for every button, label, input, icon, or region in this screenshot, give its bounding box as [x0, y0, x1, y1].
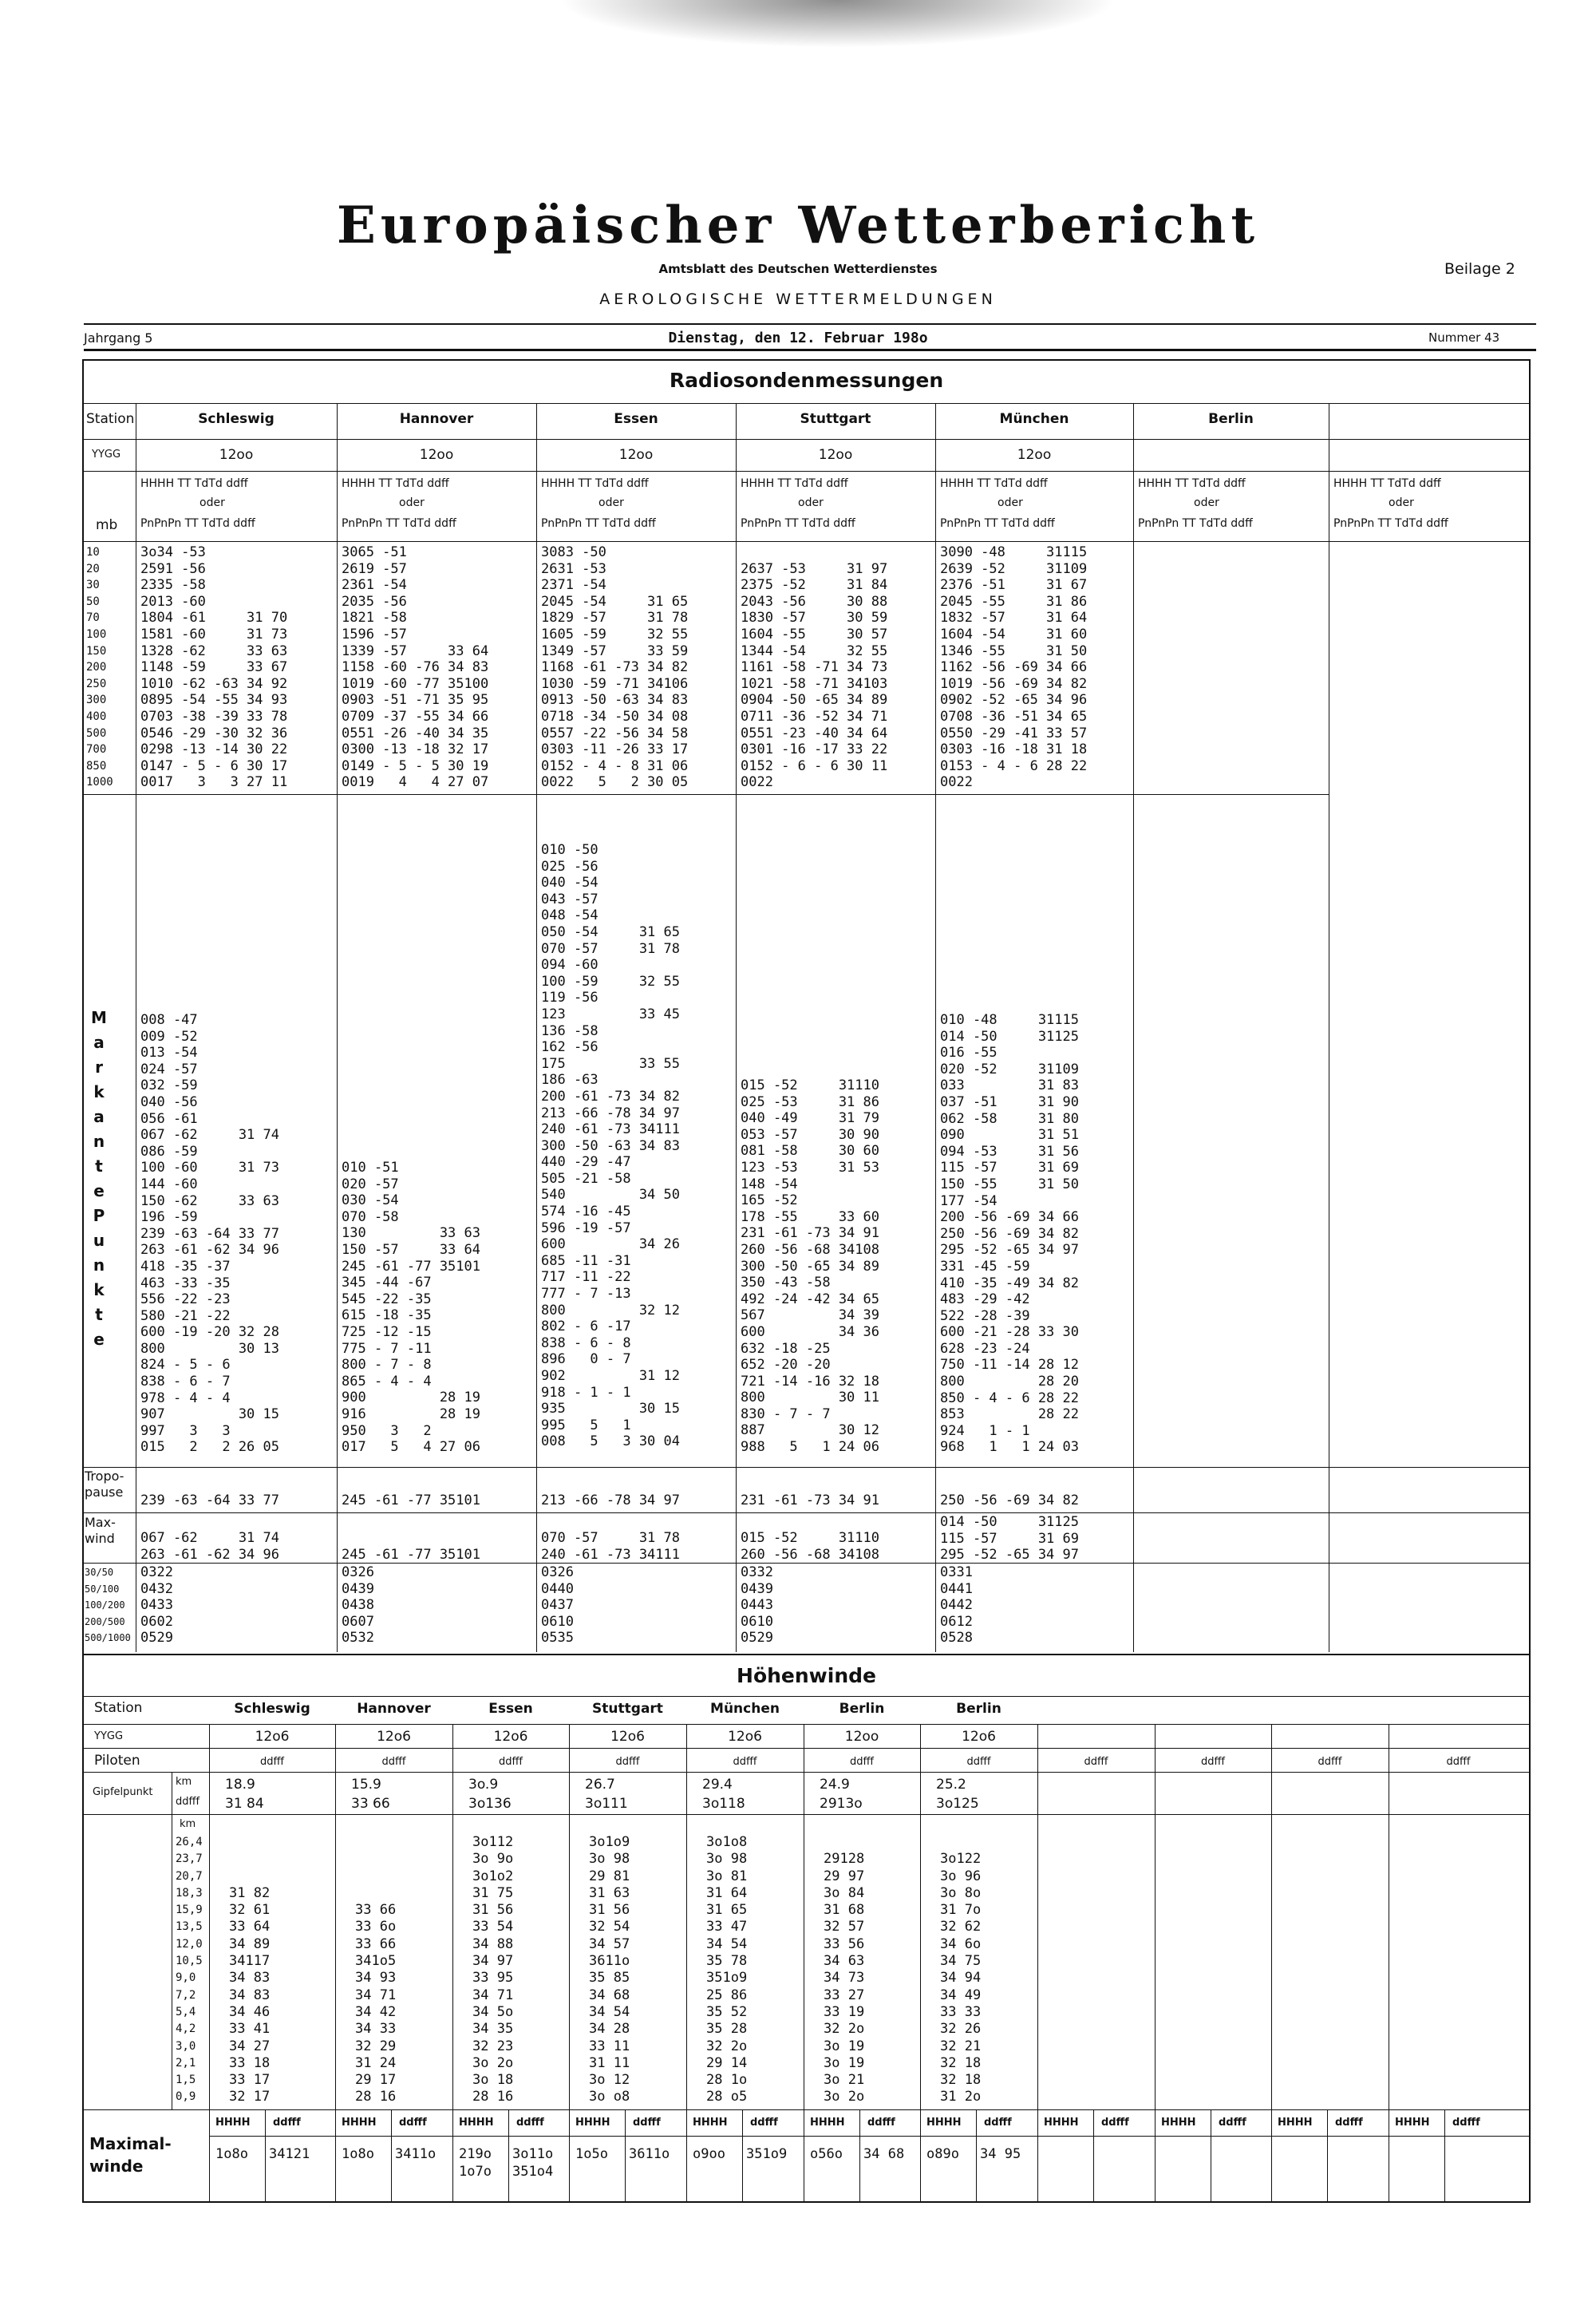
rs-rule-std-end [82, 794, 1329, 795]
hw-rule-station [82, 1724, 1531, 1725]
hw-rule-heights-end [82, 2109, 1531, 2110]
hw-piloten-ddfff: ddfff [849, 1756, 875, 1768]
hw-gipfel-ddfff: 3o118 [702, 1796, 745, 1812]
rs-std-hannover: 3065 -51 2619 -57 2361 -54 2035 -56 1821 -58 1596 -57 1339 -57 33 64 1158 -60 -76 34 83 1019 -60 -77 35100 0903 -51 -71 35 95 0709 -37 -55 34 66 0551 -26 -40 34 35 0300 -13 -18 32 17 0149 - 5 - 5 30 19 0019 4 4 27 07 [342, 544, 489, 791]
hw-max-split [391, 2109, 392, 2203]
rs-colhdr-bot-5: PnPnPn TT TdTd ddff [940, 517, 1055, 530]
rs-std-schleswig: 3o34 -53 2591 -56 2335 -58 2013 -60 1804 -61 31 70 1581 -60 31 73 1328 -62 33 63 1148 -59 33 67 1010 -62 -63 34 92 0895 -54 -55 34 93 0703 -38 -39 33 78 0546 -29 -30 32 36 0298 -13 -14 30 22 0147 - 5 - 6 30 17 0017 3 3 27 11 [140, 544, 288, 791]
rs-sig-essen: 010 -50 025 -56 040 -54 043 -57 048 -54 050 -54 31 65 070 -57 31 78 094 -60 100 -59 32 55 119 -56 123 33 45 136 -58 162 -56 175 33 55 186 -63 200 -61 -73 34 82 213 -66 -78 34 97 240 -61 -73 34111 300 -50 -63 34 83 440 -29 -47 505 -21 -58 540 34 50 574 -16 -45 596 -19 -57 600 34 26 685 -11 -31 717 -11 -22 777 - 7 -13 800 32 12 802 - 6 -17 838 - 6 - 8 896 0 - 7 902 31 12 918 - 1 - 1 935 30 15 995 5 1 008 5 3 30 04 [541, 842, 680, 1450]
rs-rule-tropo [82, 1467, 1531, 1468]
rs-tropo-schleswig: 239 -63 -64 33 77 [140, 1492, 279, 1508]
rs-colhdr-bot-3: PnPnPn TT TdTd ddff [541, 517, 656, 530]
hw-gipfel-ddfff: 3o111 [585, 1796, 628, 1812]
hw-max-ddfff: 3611o [629, 2146, 670, 2162]
hw-yygg-label: YYGG [94, 1730, 124, 1742]
hw-station-time: 12oo [844, 1729, 879, 1745]
sig-label-letter: P [93, 1206, 105, 1225]
rs-thickness-levels: 30/50 50/100 100/200 200/500 500/1000 [85, 1567, 131, 1644]
sig-label-letter: a [93, 1033, 105, 1052]
hw-max-hdr-hhhh: HHHH [215, 2117, 251, 2129]
sig-label-letter: u [93, 1231, 105, 1250]
rs-colhdr-top-3: HHHH TT TdTd ddff [541, 477, 649, 490]
rs-colhdr-top-5: HHHH TT TdTd ddff [940, 477, 1048, 490]
hw-max-split [859, 2109, 860, 2203]
rs-station-stuttgart: Stuttgart [800, 411, 871, 427]
rs-maxwind-muenchen: 014 -50 31125 115 -57 31 69 295 -52 -65 34 97 [940, 1514, 1079, 1564]
rs-thick-essen: 0326 0440 0437 0610 0535 [541, 1564, 574, 1647]
hw-max-split [625, 2109, 626, 2203]
hw-max-hdr-ddfff: ddfff [984, 2117, 1012, 2129]
hw-wind-column: 29128 29 97 3o 84 31 68 32 57 33 56 34 63 34 73 33 27 33 19 32 2o 3o 19 3o 19 3o 21 3o 2o [824, 1851, 865, 2105]
hw-col-divider-0 [209, 1724, 210, 2203]
hw-rule-time [82, 1748, 1531, 1749]
rs-colhdr-top-2: HHHH TT TdTd ddff [342, 477, 449, 490]
rs-time-stuttgart: 12oo [818, 447, 853, 463]
hw-wind-column: 3o112 3o 9o 3o1o2 31 75 31 56 33 54 34 88 34 97 33 95 34 71 34 5o 34 35 32 23 3o 2o 3o 18 28 16 [472, 1834, 514, 2105]
hw-max-split [976, 2109, 977, 2203]
hw-gipfel-km: 18.9 [225, 1777, 255, 1793]
hw-max-hdr-ddfff: ddfff [273, 2117, 301, 2129]
rs-rule-time [82, 471, 1531, 472]
sig-label-letter: n [93, 1132, 105, 1151]
hw-max-split [1327, 2109, 1328, 2203]
hw-max-ddfff: 351o9 [746, 2146, 788, 2162]
rs-col-divider-1 [337, 403, 338, 1652]
rs-colhdr-mid-3: oder [598, 496, 624, 509]
volume-label: Jahrgang 5 [84, 330, 153, 346]
rs-maxwind-stuttgart: 015 -52 31110 260 -56 -68 34108 [741, 1530, 879, 1563]
header-rule-top [84, 323, 1536, 325]
hw-max-hdr-hhhh: HHHH [342, 2117, 377, 2129]
hw-piloten-ddfff: ddfff [1084, 1756, 1108, 1768]
hw-col-divider-6 [920, 1724, 921, 2203]
rs-std-stuttgart: 2637 -53 31 97 2375 -52 31 84 2043 -56 30 88 1830 -57 30 59 1604 -55 30 57 1344 -54 32 55 1161 -58 -71 34 73 1021 -58 -71 34103 0904 -50 -65 34 89 0711 -36 -52 34 71 0551 -23 -40 34 64 0301 -16 -17 33 22 0152 - 6 - 6 30 11 0022 [741, 560, 888, 791]
hw-max-hhhh: 1o5o [575, 2146, 608, 2162]
hw-gipfel-km: 29.4 [702, 1777, 733, 1793]
hw-rule-gipfel [82, 1814, 1531, 1815]
header-rule-bottom [84, 349, 1536, 351]
hw-max-ddfff: 34 68 [863, 2146, 905, 2162]
hw-max-hdr-ddfff: ddfff [1219, 2117, 1246, 2129]
rs-maxwind-schleswig: 067 -62 31 74 263 -61 -62 34 96 [140, 1530, 279, 1563]
hw-max-hdr-hhhh: HHHH [693, 2117, 728, 2129]
hw-max-hhhh: o89o [926, 2146, 959, 2162]
hw-gipfel-km: 25.2 [936, 1777, 966, 1793]
rs-thick-schleswig: 0322 0432 0433 0602 0529 [140, 1564, 173, 1647]
hw-max-hhhh: 219o 1o7o [459, 2146, 492, 2180]
rs-colhdr-bot-2: PnPnPn TT TdTd ddff [342, 517, 456, 530]
hw-max-hdr-ddfff: ddfff [750, 2117, 778, 2129]
rs-station-hannover: Hannover [399, 411, 474, 427]
rs-colhdr-mid-1: oder [200, 496, 225, 509]
hw-station-name: München [710, 1701, 780, 1717]
hw-max-hhhh: o9oo [693, 2146, 725, 2162]
hw-height-column: 26,4 23,7 20,7 18,3 15,9 13,5 12,0 10,5 9,0 7,2 5,4 4,2 3,0 2,1 1,5 0,9 [176, 1836, 203, 2104]
hw-max-hdr-hhhh: HHHH [810, 2117, 845, 2129]
rs-rule-colhdr [82, 541, 1531, 542]
hw-col-divider-3 [569, 1724, 570, 2203]
rs-rule-title [82, 403, 1531, 404]
hw-max-ddfff: 3411o [395, 2146, 437, 2162]
hw-station-name: Berlin [839, 1701, 885, 1717]
hw-max-hdr-ddfff: ddfff [867, 2117, 895, 2129]
rs-thick-muenchen: 0331 0441 0442 0612 0528 [940, 1564, 973, 1647]
hw-max-hdr-hhhh: HHHH [575, 2117, 610, 2129]
hw-max-hdr-hhhh: HHHH [926, 2117, 962, 2129]
rs-time-muenchen: 12oo [1017, 447, 1052, 463]
hw-gipfel-km: 26.7 [585, 1777, 615, 1793]
sig-label-letter: k [93, 1082, 105, 1101]
rs-maxwind-essen: 070 -57 31 78 240 -61 -73 34111 [541, 1530, 680, 1563]
hw-max-hdr-hhhh: HHHH [459, 2117, 494, 2129]
section-title: AEROLOGISCHE WETTERMELDUNGEN [599, 291, 997, 308]
hw-max-split [265, 2109, 266, 2203]
rs-station-berlin: Berlin [1208, 411, 1254, 427]
hw-station-name: Berlin [956, 1701, 1001, 1717]
hw-maximal-label: Maximal-winde [89, 2134, 172, 2176]
sig-label-letter: r [95, 1058, 103, 1077]
rs-sig-muenchen: 010 -48 31115 014 -50 31125 016 -55 020 -52 31109 033 31 83 037 -51 31 90 062 -58 31 80 090 31 51 094 -53 31 56 115 -57 31 69 150 -55 31 50 177 -54 200 -56 -69 34 66 250 -56 -69 34 82 295 -52 -65 34 97 331 -45 -59 410 -35 -49 34 82 483 -29 -42 522 -28 -39 600 -21 -28 33 30 628 -23 -24 750 -11 -14 28 12 800 28 20 850 - 4 - 6 28 22 853 28 22 924 1 - 1 968 1 1 24 03 [940, 1012, 1079, 1456]
rs-col-divider-3 [736, 403, 737, 1652]
rs-time-schleswig: 12oo [219, 447, 254, 463]
hw-gipfel-ddfff: 3o125 [936, 1796, 979, 1812]
hw-gipfel-label: Gipfelpunkt [93, 1786, 153, 1798]
rs-std-muenchen: 3090 -48 31115 2639 -52 31109 2376 -51 31 67 2045 -55 31 86 1832 -57 31 64 1604 -54 31 60 1346 -55 31 50 1162 -56 -69 34 66 1019 -56 -69 34 82 0902 -52 -65 34 96 0708 -36 -51 34 65 0550 -29 -41 33 57 0303 -16 -18 31 18 0153 - 4 - 6 28 22 0022 [940, 544, 1088, 791]
sig-label-letter: t [95, 1305, 103, 1324]
hw-station-time: 12o6 [610, 1729, 645, 1745]
rs-sig-schleswig: 008 -47 009 -52 013 -54 024 -57 032 -59 040 -56 056 -61 067 -62 31 74 086 -59 100 -60 31 73 144 -60 150 -62 33 63 196 -59 239 -63 -64 33 77 263 -61 -62 34 96 418 -35 -37 463 -33 -35 556 -22 -23 580 -21 -22 600 -19 -20 32 28 800 30 13 824 - 5 - 6 838 - 6 - 7 978 - 4 - 4 907 30 15 997 3 3 015 2 2 26 05 [140, 1012, 279, 1456]
hw-piloten-ddfff: ddfff [1200, 1756, 1226, 1768]
rs-mb-label: mb [96, 517, 118, 533]
hw-max-hdr-ddfff: ddfff [1101, 2117, 1129, 2129]
sig-label-letter: e [93, 1181, 105, 1200]
rs-colhdr-top-4: HHHH TT TdTd ddff [741, 477, 848, 490]
rs-maxwind-hannover: 245 -61 -77 35101 [342, 1546, 480, 1563]
hw-gipfel-ddfff: 31 84 [225, 1796, 264, 1812]
rs-colhdr-top-7: HHHH TT TdTd ddff [1333, 477, 1441, 490]
hw-rule-title [82, 1696, 1531, 1697]
hw-col-divider-4 [686, 1724, 687, 2203]
sig-label-letter: n [93, 1255, 105, 1275]
hw-max-ddfff: 34121 [269, 2146, 310, 2162]
page-title: Europäischer Wetterbericht [337, 196, 1259, 255]
hw-gipfel-ddfff: 33 66 [351, 1796, 390, 1812]
rs-level-column: 10 20 30 50 70 100 150 200 250 300 400 500 700 850 1000 [86, 546, 113, 789]
hw-max-hdr-hhhh: HHHH [1044, 2117, 1079, 2129]
hw-gipfel-ddfff: 3o136 [468, 1796, 512, 1812]
hw-station-time: 12o6 [255, 1729, 290, 1745]
hw-rule-piloten [82, 1772, 1531, 1773]
hw-col-divider-7 [1037, 1724, 1038, 2203]
hw-station-name: Schleswig [234, 1701, 310, 1717]
sig-label-letter: t [95, 1156, 103, 1176]
rs-colhdr-mid-5: oder [998, 496, 1023, 509]
hoehenwinde-title: Höhenwinde [737, 1664, 876, 1687]
hw-piloten-ddfff: ddfff [966, 1756, 991, 1768]
rs-rule-maxwind [82, 1512, 1531, 1513]
rs-sig-label [89, 1006, 109, 1352]
hw-col-divider-1 [335, 1724, 336, 2203]
hw-max-hdr-rule [209, 2136, 1531, 2137]
hw-max-split [508, 2109, 509, 2203]
rs-time-essen: 12oo [618, 447, 654, 463]
rs-tropo-stuttgart: 231 -61 -73 34 91 [741, 1492, 879, 1508]
hw-piloten-ddfff: ddfff [733, 1756, 757, 1768]
sig-label-letter: k [93, 1280, 105, 1299]
hw-gipfel-dd-label: ddfff [176, 1796, 200, 1808]
hw-max-hdr-ddfff: ddfff [633, 2117, 661, 2129]
rs-yygg-label: YYGG [92, 449, 121, 461]
hw-piloten-label: Piloten [94, 1753, 140, 1769]
hw-wind-column: 31 82 32 61 33 64 34 89 34117 34 83 34 83 34 46 33 41 34 27 33 18 33 17 32 17 [229, 1884, 271, 2105]
hw-station-time: 12o6 [728, 1729, 762, 1745]
rs-colhdr-mid-2: oder [399, 496, 425, 509]
rs-colhdr-mid-7: oder [1389, 496, 1414, 509]
hw-km-label: km [180, 1818, 196, 1830]
hw-piloten-ddfff: ddfff [1317, 1756, 1342, 1768]
rs-tropo-muenchen: 250 -56 -69 34 82 [940, 1492, 1079, 1508]
hw-wind-column: 33 66 33 6o 33 66 341o5 34 93 34 71 34 42 34 33 32 29 31 24 29 17 28 16 [355, 1902, 397, 2105]
radiosonde-title: Radiosondenmessungen [669, 369, 944, 392]
hw-wind-column: 3o1o9 3o 98 29 81 31 63 31 56 32 54 34 57 3611o 35 85 34 68 34 54 34 28 33 11 31 11 3o 12 3o o8 [589, 1834, 630, 2105]
rs-time-hannover: 12oo [419, 447, 454, 463]
hw-station-time: 12o6 [493, 1729, 528, 1745]
rs-tropo-label: Tropo-pause [85, 1469, 124, 1500]
hw-piloten-ddfff: ddfff [381, 1756, 406, 1768]
rs-sig-hannover: 010 -51 020 -57 030 -54 070 -58 130 33 63 150 -57 33 64 245 -61 -77 35101 345 -44 -67 545 -22 -35 615 -18 -35 725 -12 -15 775 - 7 -11 800 - 7 - 8 865 - 4 - 4 900 28 19 916 28 19 950 3 2 017 5 4 27 06 [342, 1160, 480, 1456]
rs-col-divider-4 [935, 403, 936, 1652]
rs-station-schleswig: Schleswig [198, 411, 275, 427]
rs-std-essen: 3083 -50 2631 -53 2371 -54 2045 -54 31 65 1829 -57 31 78 1605 -59 32 55 1349 -57 33 59 1168 -61 -73 34 82 1030 -59 -71 34106 0913 -50 -63 34 83 0718 -34 -50 34 08 0557 -22 -56 34 58 0303 -11 -26 33 17 0152 - 4 - 8 31 06 0022 5 2 30 05 [541, 544, 689, 791]
hw-max-split [1093, 2109, 1094, 2203]
rs-colhdr-bot-7: PnPnPn TT TdTd ddff [1333, 517, 1448, 530]
supplement-label: Beilage 2 [1444, 260, 1515, 278]
rs-station-essen: Essen [614, 411, 658, 427]
rs-station-label: Station [86, 411, 135, 427]
hw-max-hdr-ddfff: ddfff [516, 2117, 544, 2129]
hw-station-name: Stuttgart [592, 1701, 663, 1717]
rs-colhdr-top-6: HHHH TT TdTd ddff [1138, 477, 1246, 490]
hw-max-hdr-hhhh: HHHH [1278, 2117, 1313, 2129]
rs-station-muenchen: München [999, 411, 1069, 427]
rs-thick-hannover: 0326 0439 0438 0607 0532 [342, 1564, 374, 1647]
hw-wind-column: 3o1o8 3o 98 3o 81 31 64 31 65 33 47 34 54 35 78 351o9 25 86 35 52 35 28 32 2o 29 14 28 1o 28 o5 [706, 1834, 748, 2105]
hw-rule-top [82, 1654, 1531, 1655]
hw-max-split [742, 2109, 743, 2203]
rs-colhdr-bot-4: PnPnPn TT TdTd ddff [741, 517, 855, 530]
rs-rule-station [82, 439, 1531, 440]
hw-piloten-ddfff: ddfff [259, 1756, 285, 1768]
rs-colhdr-bot-1: PnPnPn TT TdTd ddff [140, 517, 255, 530]
hw-col-divider-8 [1155, 1724, 1156, 2203]
hw-piloten-ddfff: ddfff [615, 1756, 640, 1768]
hw-station-time: 12o6 [962, 1729, 996, 1745]
hw-station-time: 12o6 [377, 1729, 411, 1745]
hw-piloten-ddfff: ddfff [498, 1756, 523, 1768]
hw-col-divider-2 [452, 1724, 453, 2203]
rs-tropo-hannover: 245 -61 -77 35101 [342, 1492, 480, 1508]
hw-max-hdr-ddfff: ddfff [399, 2117, 427, 2129]
rs-rule-thick [82, 1563, 1531, 1564]
sig-label-letter: a [93, 1107, 105, 1126]
hw-wind-column: 3o122 3o 96 3o 8o 31 7o 32 62 34 6o 34 75 34 94 34 49 33 33 32 26 32 21 32 18 32 18 31 2o [940, 1851, 982, 2105]
hw-max-hdr-hhhh: HHHH [1161, 2117, 1196, 2129]
issue-date: Dienstag, den 12. Februar 198o [668, 330, 928, 346]
rs-col-divider-5 [1133, 403, 1134, 1652]
rs-colhdr-top-1: HHHH TT TdTd ddff [140, 477, 248, 490]
hw-gipfel-km: 3o.9 [468, 1777, 499, 1793]
hw-station-name: Hannover [357, 1701, 431, 1717]
rs-tropo-essen: 213 -66 -78 34 97 [541, 1492, 680, 1508]
hw-station-label: Station [94, 1700, 143, 1716]
hw-col-divider-9 [1271, 1724, 1272, 2203]
rs-maxwind-label: Max-wind [85, 1515, 116, 1546]
hw-max-hhhh: o56o [810, 2146, 843, 2162]
hw-max-hdr-ddfff: ddfff [1452, 2117, 1480, 2129]
hw-piloten-ddfff: ddfff [1446, 1756, 1471, 1768]
hw-gipfel-km-label: km [176, 1776, 192, 1788]
sig-label-letter: M [91, 1008, 107, 1027]
hw-max-split [1444, 2109, 1445, 2203]
hw-max-hhhh: 1o8o [342, 2146, 374, 2162]
hw-gipfel-ddfff: 2913o [820, 1796, 863, 1812]
rs-sig-stuttgart: 015 -52 31110 025 -53 31 86 040 -49 31 79 053 -57 30 90 081 -58 30 60 123 -53 31 53 148 -54 165 -52 178 -55 33 60 231 -61 -73 34 91 260 -56 -68 34108 300 -50 -65 34 89 350 -43 -58 492 -24 -42 34 65 567 34 39 600 34 36 632 -18 -25 652 -20 -20 721 -14 -16 32 18 800 30 11 830 - 7 - 7 887 30 12 988 5 1 24 06 [741, 1077, 879, 1456]
rs-colhdr-mid-6: oder [1194, 496, 1219, 509]
hw-max-hhhh: 1o8o [215, 2146, 248, 2162]
rs-thick-stuttgart: 0332 0439 0443 0610 0529 [741, 1564, 773, 1647]
hw-max-ddfff: 3o11o 351o4 [512, 2146, 554, 2180]
hw-max-hdr-hhhh: HHHH [1395, 2117, 1430, 2129]
rs-colhdr-mid-4: oder [798, 496, 824, 509]
hw-max-ddfff: 34 95 [980, 2146, 1021, 2162]
hw-station-name: Essen [488, 1701, 533, 1717]
rs-colhdr-bot-6: PnPnPn TT TdTd ddff [1138, 517, 1253, 530]
rs-col-divider-2 [536, 403, 537, 1652]
hw-gipfel-km: 24.9 [820, 1777, 850, 1793]
hw-gipfel-km: 15.9 [351, 1777, 381, 1793]
hw-max-hdr-ddfff: ddfff [1335, 2117, 1363, 2129]
sig-label-letter: e [93, 1330, 105, 1349]
publisher-line: Amtsblatt des Deutschen Wetterdienstes [658, 262, 938, 276]
issue-number: Nummer 43 [1428, 330, 1500, 345]
scan-noise [559, 0, 1117, 48]
